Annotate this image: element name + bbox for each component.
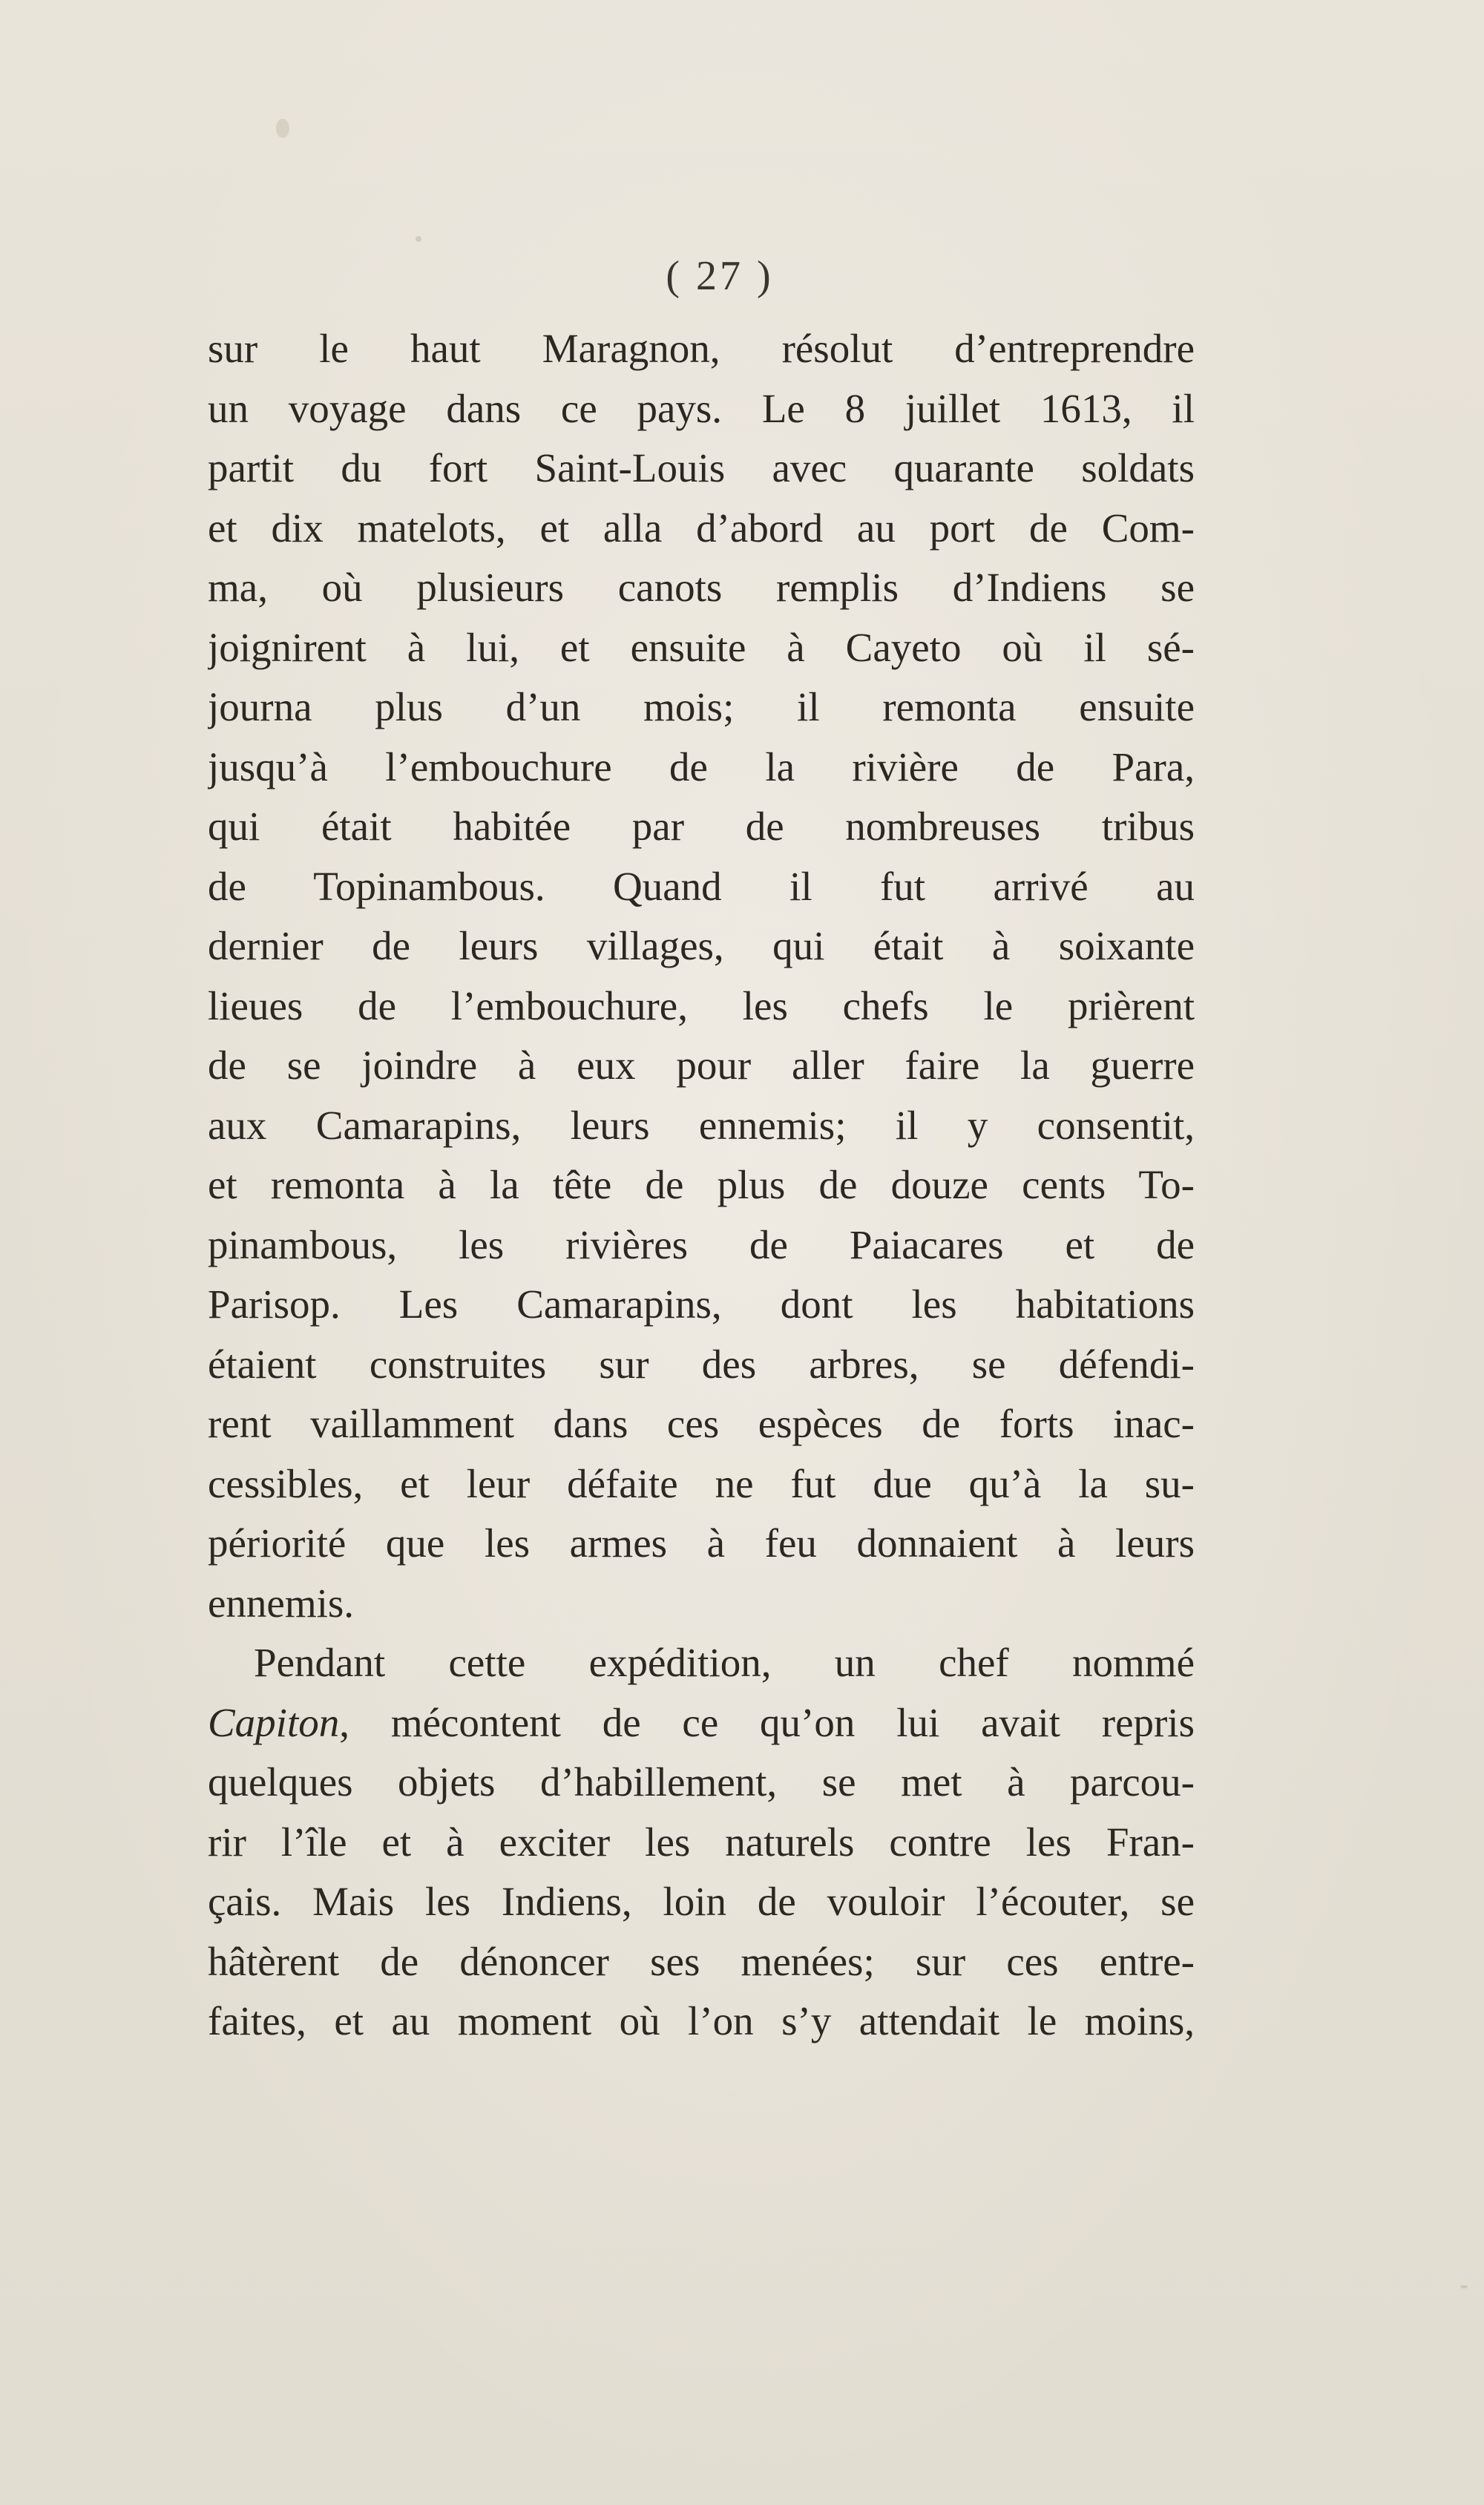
text-line: journa plus d’un mois; il remonta ensuite	[208, 684, 1195, 729]
text-line: joignirent à lui, et ensuite à Cayeto où il sé-	[208, 624, 1195, 670]
text-line: faites, et au moment où l’on s’y attendait le moins,	[208, 1998, 1195, 2043]
text-line: dernier de leurs villages, qui était à soixante	[208, 923, 1195, 968]
text-line: çais. Mais les Indiens, loin de vouloir l’écouter, se	[208, 1879, 1195, 1924]
page-number: ( 27 )	[666, 253, 774, 299]
text-line: Pendant cette expédition, un chef nommé	[254, 1640, 1195, 1685]
text-line: cessibles, et leur défaite ne fut due qu’à la su-	[208, 1460, 1195, 1506]
text-line: hâtèrent de dénoncer ses menées; sur ces entre-	[208, 1938, 1195, 1984]
text-line: et remonta à la tête de plus de douze cents To-	[208, 1162, 1195, 1207]
text-line: jusqu’à l’embouchure de la rivière de Para,	[208, 743, 1195, 789]
text-line: rir l’île et à exciter les naturels contre les Fran-	[208, 1819, 1195, 1865]
text-line: périorité que les armes à feu donnaient à leurs	[208, 1520, 1195, 1566]
text-line: étaient construites sur des arbres, se défendi-	[208, 1341, 1195, 1387]
text-line: partit du fort Saint-Louis avec quarante soldats	[208, 445, 1195, 490]
text-line: qui était habitée par de nombreuses tribus	[208, 804, 1195, 849]
text-line: rent vaillamment dans ces espèces de forts inac-	[208, 1401, 1195, 1446]
text-line: de Topinambous. Quand il fut arrivé au	[208, 863, 1195, 909]
text-line: un voyage dans ce pays. Le 8 juillet 1613, il	[208, 385, 1195, 431]
paper-speck	[416, 236, 421, 242]
paper-speck	[276, 119, 289, 138]
text-line: aux Camarapins, leurs ennemis; il y consentit,	[208, 1102, 1195, 1148]
text-line: ma, où plusieurs canots remplis d’Indiens se	[208, 565, 1195, 610]
text-line: Parisop. Les Camarapins, dont les habitations	[208, 1281, 1195, 1327]
text-line: lieues de l’embouchure, les chefs le prièrent	[208, 982, 1195, 1028]
paper-speck	[1460, 2285, 1468, 2288]
text-fragment: , mécontent de ce qu’on lui avait repris	[339, 1699, 1195, 1745]
body-text	[208, 319, 1195, 2052]
text-line: de se joindre à eux pour aller faire la guerre	[208, 1043, 1195, 1088]
text-line: ennemis.	[208, 1580, 355, 1626]
text-line: sur le haut Maragnon, résolut d’entreprendre	[208, 326, 1195, 371]
text-line: et dix matelots, et alla d’abord au port de Com-	[208, 505, 1195, 551]
person-name: Capiton	[208, 1699, 340, 1745]
paragraph	[208, 1633, 1195, 2052]
text-line	[208, 1693, 1195, 1753]
text-line: quelques objets d’habillement, se met à parcou-	[208, 1759, 1195, 1805]
paragraph	[208, 319, 1195, 1633]
text-line: pinambous, les rivières de Paiacares et de	[208, 1221, 1195, 1267]
